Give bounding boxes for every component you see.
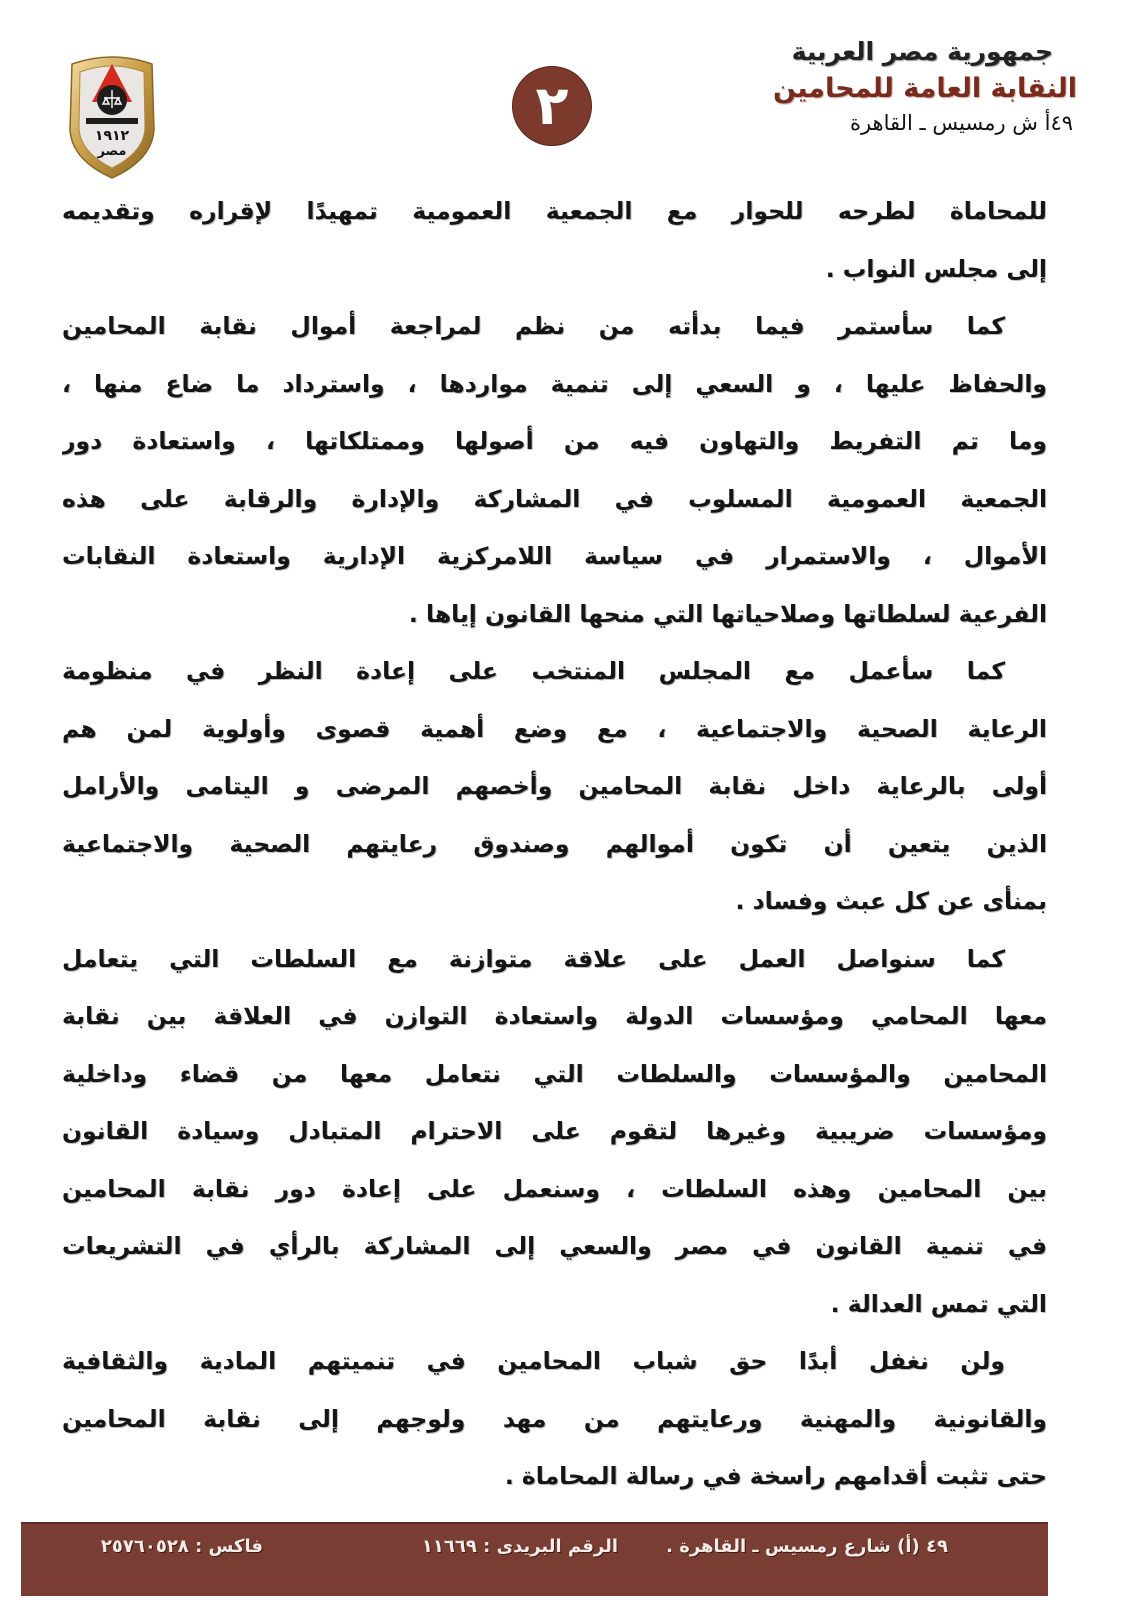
letterhead	[757, 34, 1077, 138]
body-line: ومؤسسات ضريبية وغيرها لتقوم على الاحترام المتبادل وسيادة القانون	[62, 1117, 1047, 1145]
syndicate-logo	[62, 50, 162, 180]
body-line: والقانونية والمهنية ورعايتهم من مهد ولوجهم إلى نقابة المحامين	[62, 1404, 1047, 1433]
footer-bar	[21, 1522, 1048, 1596]
body-line: معها المحامي ومؤسسات الدولة واستعادة التوازن في العلاقة بين نقابة	[62, 1002, 1047, 1030]
body-line: للمحاماة لطرحه للحوار مع الجمعية العمومية تمهيدًا لإقراره وتقديمه	[62, 197, 1047, 225]
logo-year: ١٩١٢	[94, 128, 130, 144]
body-line: بين المحامين وهذه السلطات ، وسنعمل على إعادة دور نقابة المحامين	[62, 1174, 1047, 1203]
logo-shield-icon	[62, 50, 162, 180]
body-line: الجمعية العمومية المسلوب في المشاركة والإدارة والرقابة على هذه	[62, 484, 1047, 513]
letter-body	[62, 183, 1047, 1506]
footer-postal-code: الرقم البريدى : ١١٦٦٩	[421, 1536, 618, 1557]
body-line: المحامين والمؤسسات والسلطات التي نتعامل معها من قضاء وداخلية	[62, 1059, 1047, 1088]
body-line: الأموال ، والاستمرار في سياسة اللامركزية الإدارية واستعادة النقابات	[62, 542, 1047, 570]
body-line: ولن نغفل أبدًا حق شباب المحامين في تنميتهم المادية والثقافية	[62, 1347, 1005, 1375]
body-line: كما سأعمل مع المجلس المنتخب على إعادة النظر في منظومة	[62, 657, 1005, 685]
page-number-badge: ٢	[512, 66, 592, 146]
body-line: بمنأى عن كل عبث وفساد .	[735, 887, 1047, 915]
letterhead-address: ٤٩أ ش رمسيس ـ القاهرة	[849, 111, 1073, 135]
body-line: حتى تثبت أقدامهم راسخة في رسالة المحاماة .	[504, 1462, 1047, 1490]
body-line: الرعاية الصحية والاجتماعية ، مع وضع أهمية قصوى وأولوية لمن هم	[62, 714, 1047, 743]
body-line: كما سنواصل العمل على علاقة متوازنة مع السلطات التي يتعامل	[62, 944, 1005, 973]
body-line: كما سأستمر فيما بدأته من نظم لمراجعة أموال نقابة المحامين	[62, 312, 1005, 340]
logo-country: مصر	[97, 144, 127, 159]
letterhead-syndicate: النقابة العامة للمحامين	[772, 73, 1077, 104]
body-line: والحفاظ عليها ، و السعي إلى تنمية مواردها ، واسترداد ما ضاع منها ،	[62, 369, 1047, 398]
body-line: الفرعية لسلطاتها وصلاحياتها التي منحها القانون إياها .	[408, 599, 1047, 628]
body-line: في تنمية القانون في مصر والسعي إلى المشاركة بالرأي في التشريعات	[62, 1232, 1047, 1260]
body-line: الذين يتعين أن تكون أموالهم وصندوق رعايتهم الصحية والاجتماعية	[62, 829, 1047, 858]
letterhead-country: جمهورية مصر العربية	[791, 37, 1053, 66]
body-line: التي تمس العدالة .	[830, 1289, 1047, 1318]
body-line: أولى بالرعاية داخل نقابة المحامين وأخصهم المرضى و اليتامى والأرامل	[62, 772, 1047, 800]
body-line: وما تم التفريط والتهاون فيه من أصولها وممتلكاتها ، واستعادة دور	[62, 427, 1047, 455]
body-line: إلى مجلس النواب .	[825, 254, 1047, 283]
footer-address: ٤٩ (أ) شارع رمسيس ـ القاهرة .	[666, 1536, 948, 1557]
footer-fax: فاكس : ٢٥٧٦٠٥٢٨	[100, 1536, 263, 1557]
